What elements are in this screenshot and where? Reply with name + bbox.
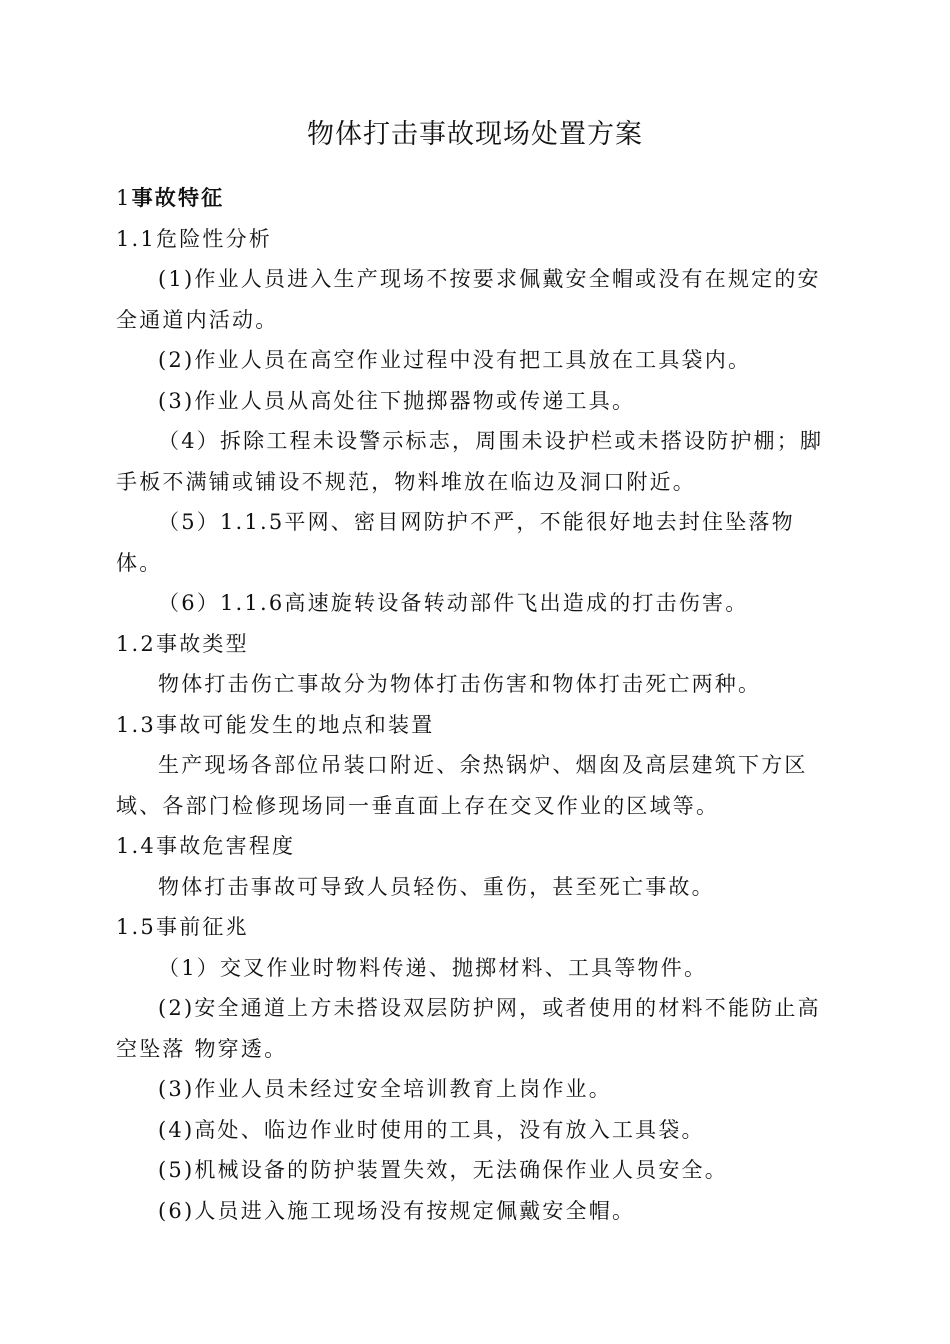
paragraph: (3)作业人员未经过安全培训教育上岗作业。: [158, 1077, 612, 1101]
paragraph: 物体打击事故可导致人员轻伤、重伤，甚至死亡事故。: [158, 874, 715, 899]
paragraph: （6）1.1.6高速旋转设备转动部件飞出造成的打击伤害。: [158, 591, 749, 615]
paragraph: （4）拆除工程未设警示标志，周围未设护栏或未搭设防护棚；脚手板不满铺或铺设不规范，物料堆放在临边及洞口附近。: [116, 429, 824, 494]
paragraph: (1)作业人员进入生产现场不按要求佩戴安全帽或没有在规定的安全通道内活动。: [116, 267, 821, 332]
paragraph: （1）交叉作业时物料传递、抛掷材料、工具等物件。: [158, 955, 708, 980]
subsection-heading: 1.4事故危害程度: [116, 834, 296, 858]
document-title: 物体打击事故现场处置方案: [307, 119, 643, 150]
section-number: 1: [116, 186, 132, 210]
paragraph-list: [116, 219, 836, 1232]
paragraph: (2)安全通道上方未搭设双层防护网，或者使用的材料不能防止高空坠落 物穿透。: [116, 996, 821, 1061]
subsection-heading: 1.1危险性分析: [116, 226, 272, 251]
paragraph: (4)高处、临边作业时使用的工具，没有放入工具袋。: [158, 1117, 705, 1142]
section-heading: [116, 178, 836, 219]
paragraph: (6)人员进入施工现场没有按规定佩戴安全帽。: [158, 1198, 636, 1223]
section-title: 事故特征: [131, 186, 225, 210]
paragraph: (3)作业人员从高处往下抛掷器物或传递工具。: [158, 388, 636, 413]
paragraph: 物体打击伤亡事故分为物体打击伤害和物体打击死亡两种。: [158, 672, 762, 696]
paragraph: (2)作业人员在高空作业过程中没有把工具放在工具袋内。: [158, 348, 752, 372]
paragraph: （5）1.1.5平网、密目网防护不严，不能很好地去封住坠落物体。: [116, 510, 795, 575]
subsection-heading: 1.2事故类型: [116, 631, 249, 656]
paragraph: 生产现场各部位吊装口附近、余热锅炉、烟囱及高层建筑下方区域、各部门检修现场同一垂直面上存在交叉作业的区域等。: [116, 753, 808, 818]
paragraph: (5)机械设备的防护装置失效，无法确保作业人员安全。: [158, 1158, 728, 1182]
subsection-heading: 1.3事故可能发生的地点和装置: [116, 712, 435, 737]
document-body: [116, 178, 836, 1231]
subsection-heading: 1.5事前征兆: [116, 915, 249, 939]
